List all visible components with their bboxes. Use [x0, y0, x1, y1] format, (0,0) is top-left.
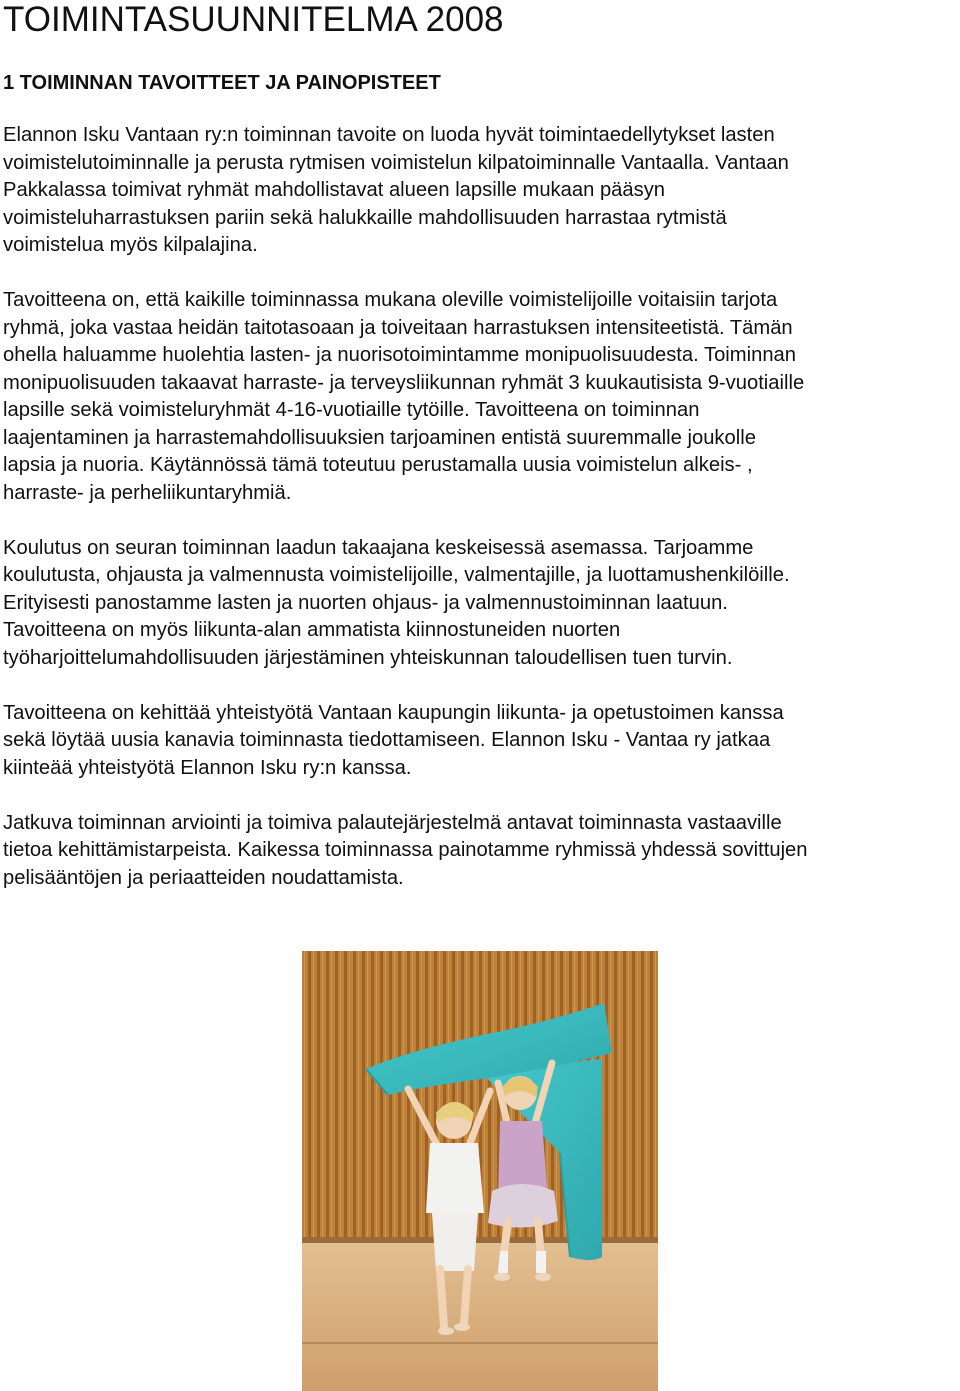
paragraph-line: Jatkuva toiminnan arviointi ja toimiva palautejärjestelmä antavat toiminnasta vastaaville	[3, 811, 782, 834]
paragraph-line: Elannon Isku Vantaan ry:n toiminnan tavoite on luoda hyvät toimintaedellytykset lasten	[3, 124, 775, 146]
paragraph-line: lapsille sekä voimisteluryhmät 4-16-vuotiaille tytöille. Tavoitteena on toiminnan	[3, 399, 700, 421]
document-title: TOIMINTASUUNNITELMA 2008	[3, 0, 504, 39]
paragraph-groups	[3, 287, 959, 507]
paragraph-line: Tavoitteena on kehittää yhteistyötä Vantaan kaupungin liikunta- ja opetustoimen kanssa	[3, 701, 784, 724]
paragraph-line: laajentaminen ja harrastemahdollisuuksien tarjoaminen entistä suuremmalle joukolle	[3, 426, 756, 449]
paragraph-line: lapsia ja nuoria. Käytännössä tämä toteutuu perustamalla uusia voimistelun alkeis- ,	[3, 454, 753, 476]
paragraph-training	[3, 535, 959, 673]
paragraph-goals	[3, 122, 959, 260]
paragraph-line: Tavoitteena on, että kaikille toiminnassa mukana oleville voimistelijoille voitaisiin tarjota	[3, 289, 778, 311]
paragraph-line: ohella haluamme huolehtia lasten- ja nuorisotoimintamme monipuolisuudesta. Toiminnan	[3, 344, 796, 366]
paragraph-line: kiinteää yhteistyötä Elannon Isku ry:n kanssa.	[3, 756, 412, 779]
paragraph-line: harraste- ja perheliikuntaryhmiä.	[3, 481, 292, 504]
paragraph-evaluation	[3, 810, 959, 893]
paragraph-line: ryhmä, joka vastaa heidän taitotasoaan ja toiveitaan harrastuksen intensiteetistä. Tämän	[3, 316, 793, 339]
paragraph-line: koulutusta, ohjausta ja valmennusta voimistelijoille, valmentajille, ja luottamushenkilöille.	[3, 564, 790, 586]
paragraph-line: voimistelua myös kilpalajina.	[3, 234, 258, 256]
paragraph-cooperation	[3, 700, 959, 783]
paragraph-line: Koulutus on seuran toiminnan laadun takaajana keskeisessä asemassa. Tarjoamme	[3, 536, 754, 559]
paragraph-line: voimistelutoiminnalle ja perusta rytmisen voimistelun kilpatoiminnalle Vantaalla. Vantaan	[3, 151, 789, 174]
paragraph-line: monipuolisuuden takaavat harraste- ja terveysliikunnan ryhmät 3 kuukautisista 9-vuotiaille	[3, 371, 805, 394]
paragraph-line: Tavoitteena on myös liikunta-alan ammatista kiinnostuneiden nuorten	[3, 619, 621, 641]
document-body	[3, 122, 959, 920]
paragraph-line: sekä löytää uusia kanavia toiminnasta tiedottamiseen. Elannon Isku - Vantaa ry jatkaa	[3, 729, 771, 751]
paragraph-line: työharjoittelumahdollisuuden järjestäminen yhteiskunnan taloudellisen tuen turvin.	[3, 646, 733, 669]
section-heading: 1 TOIMINNAN TAVOITTEET JA PAINOPISTEET	[3, 72, 441, 94]
paragraph-line: tietoa kehittämistarpeista. Kaikessa toiminnassa painotamme ryhmissä yhdessä sovittujen	[3, 839, 808, 861]
children-lifting-gym-mat-icon	[302, 951, 658, 1391]
paragraph-line: Erityisesti panostamme lasten ja nuorten ohjaus- ja valmennustoiminnan laatuun.	[3, 591, 728, 614]
paragraph-line: voimisteluharrastuksen pariin sekä halukkaille mahdollisuuden harrastaa rytmistä	[3, 206, 727, 229]
paragraph-line: Pakkalassa toimivat ryhmät mahdollistavat alueen lapsille mukaan pääsyn	[3, 179, 666, 201]
gymnastics-photo	[302, 951, 658, 1391]
paragraph-line: pelisääntöjen ja periaatteiden noudattamista.	[3, 866, 404, 889]
